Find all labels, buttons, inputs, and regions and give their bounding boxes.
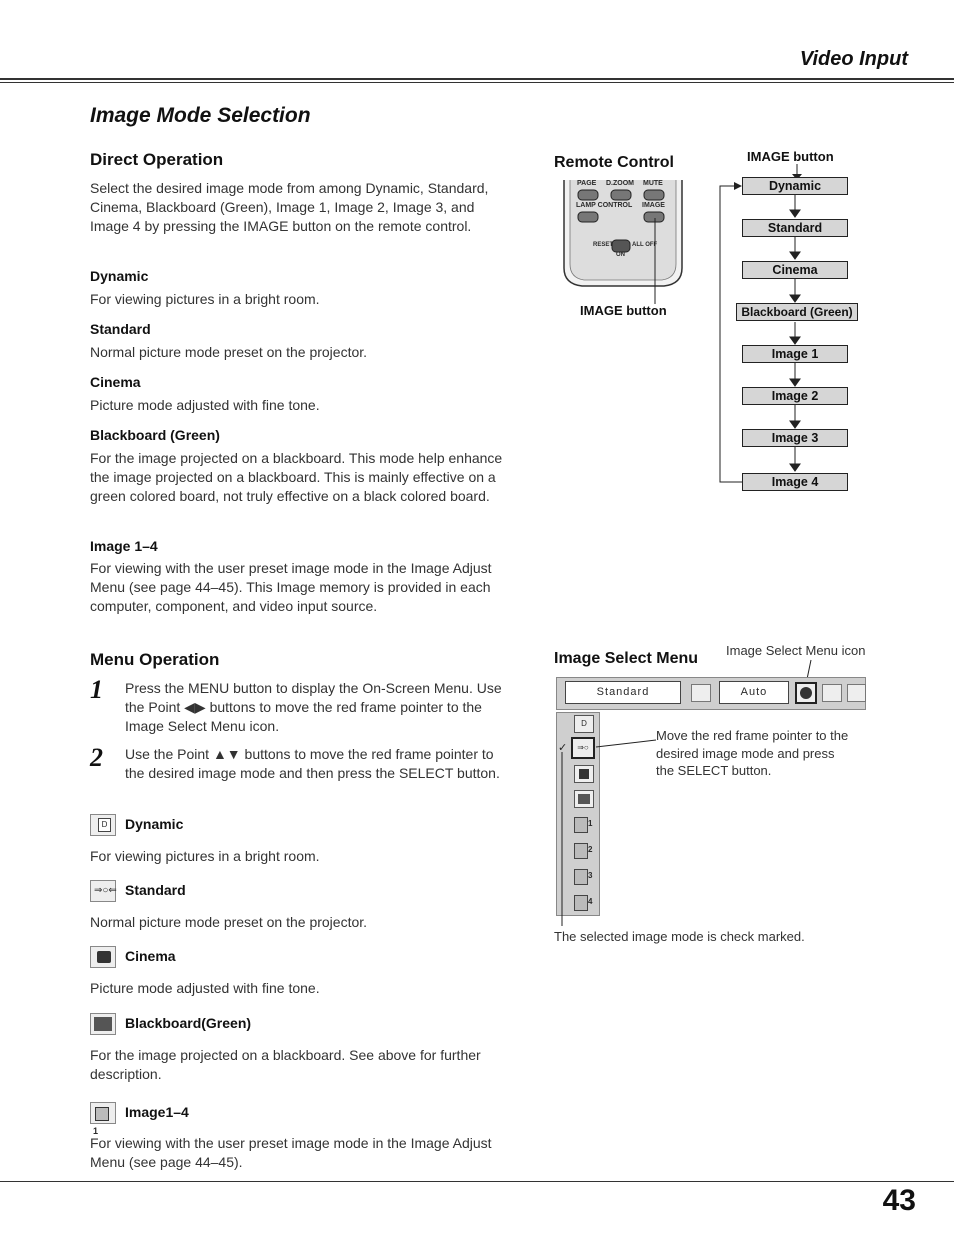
direct-operation-heading: Direct Operation [90, 150, 224, 169]
image-button-leader [650, 218, 660, 308]
section-title: Video Input [799, 48, 908, 70]
osd-auto-value: Auto [719, 681, 789, 704]
image-2-number: 2 [588, 845, 593, 854]
menu-mode-name: Image1–4 [125, 1104, 189, 1120]
standard-icon[interactable]: ⇒○ [571, 737, 595, 759]
flow-item: Image 4 [742, 473, 848, 491]
remote-button-label: IMAGE [642, 202, 665, 209]
dynamic-icon[interactable]: D [574, 715, 594, 733]
remote-button-label: ALL OFF [632, 242, 658, 248]
flow-item: Image 1 [742, 345, 848, 363]
page-title: Image Mode Selection [90, 104, 311, 127]
direct-mode-desc: For viewing with the user preset image mode in the Image Adjust Menu (see page 44–45). This Image memory is provided in each computer, component, and video input source. [90, 560, 492, 614]
menu-operation-heading: Menu Operation [90, 650, 220, 669]
menu-icon-callout: Image Select Menu icon [726, 643, 866, 658]
standard-icon: ⇒○⇐ [90, 880, 116, 902]
menu-mode-desc: Picture mode adjusted with fine tone. [90, 980, 320, 996]
direct-intro: Select the desired image mode from among Dynamic, Standard, Cinema, Blackboard (Green), Image 1, Image 2, Image 3, and Image 4 by pressing the IMAGE button on the remote control. [90, 180, 489, 234]
flow-item: Image 3 [742, 429, 848, 447]
flow-item: Dynamic [742, 177, 848, 195]
remote-button-label: LAMP CONTROL [576, 202, 633, 209]
remote-button-label: MUTE [643, 180, 663, 187]
step-number: 1 [90, 675, 103, 704]
footer-rule [0, 1181, 954, 1182]
flow-diagram-label: IMAGE button [747, 149, 834, 164]
menu-mode-name: Blackboard(Green) [125, 1015, 252, 1031]
direct-mode-name: Standard [90, 321, 151, 337]
direct-mode-desc: For the image projected on a blackboard. This mode help enhance the image projected on a blackboard. This is mainly effective on a green colored board, not truly effective on a black colored board. [90, 450, 503, 504]
flow-connectors [712, 160, 862, 500]
remote-control-heading: Remote Control [554, 154, 674, 171]
menu-mode-desc: Normal picture mode preset on the projector. [90, 914, 368, 930]
page-number: 43 [882, 1184, 916, 1217]
cinema-icon [90, 946, 116, 968]
menu-mode-name: Standard [125, 882, 186, 898]
direct-mode-desc: For viewing pictures in a bright room. [90, 291, 320, 307]
header-rule [0, 78, 954, 80]
check-callout: The selected image mode is check marked. [554, 929, 805, 944]
step-text: Press the MENU button to display the On-Screen Menu. Use the Point ◀▶ buttons to move the red frame pointer to the Image Select Menu icon. [125, 680, 502, 734]
image-select-menu-heading: Image Select Menu [554, 650, 699, 667]
menu-mode-desc: For viewing with the user preset image mode in the Image Adjust Menu (see page 44–45). [90, 1135, 492, 1170]
menu-mode-name: Cinema [125, 948, 176, 964]
image-adjust-icon [822, 684, 842, 702]
setting-icon [847, 684, 866, 702]
flow-item: Blackboard (Green) [736, 303, 858, 321]
menu-mode-desc: For the image projected on a blackboard. See above for further description. [90, 1047, 481, 1082]
remote-button-label: ON [616, 252, 625, 258]
direct-mode-desc: Normal picture mode preset on the projector. [90, 344, 368, 360]
osd-image-mode-value: Standard [565, 681, 681, 704]
osd-callout-leaders [556, 730, 666, 930]
flow-item: Cinema [742, 261, 848, 279]
direct-mode-name: Blackboard (Green) [90, 427, 220, 443]
image-4-number: 4 [588, 897, 593, 906]
image-3-number: 3 [588, 871, 593, 880]
remote-button-label: RESET [593, 242, 614, 248]
remote-image-button-label: IMAGE button [580, 303, 667, 318]
remote-button-label: D.ZOOM [606, 180, 634, 187]
image-1-number: 1 [588, 819, 593, 828]
check-mark-icon: ✓ [558, 742, 568, 754]
direct-mode-name: Cinema [90, 374, 141, 390]
image-select-menu-icon[interactable] [795, 682, 817, 704]
remote-control-illustration [562, 180, 684, 290]
direct-mode-desc: Picture mode adjusted with fine tone. [90, 397, 320, 413]
step-number: 2 [90, 743, 103, 772]
blackboard-icon [90, 1013, 116, 1035]
menu-mode-name: Dynamic [125, 816, 184, 832]
flow-item: Standard [742, 219, 848, 237]
remote-button-label: PAGE [577, 180, 597, 187]
step-text: Use the Point ▲▼ buttons to move the red frame pointer to the desired image mode and then press the SELECT button. [125, 746, 500, 781]
header-rule-thin [0, 82, 954, 83]
image-memory-icon-number: 1 [93, 1126, 99, 1136]
pointer-callout: Move the red frame pointer to the desired image mode and press the SELECT button. [656, 728, 849, 778]
menu-mode-desc: For viewing pictures in a bright room. [90, 848, 320, 864]
dynamic-icon: D [90, 814, 116, 836]
direct-mode-name: Image 1–4 [90, 538, 158, 554]
direct-mode-name: Dynamic [90, 268, 149, 284]
screen-icon [691, 684, 711, 702]
image-memory-icon [90, 1102, 116, 1136]
flow-item: Image 2 [742, 387, 848, 405]
